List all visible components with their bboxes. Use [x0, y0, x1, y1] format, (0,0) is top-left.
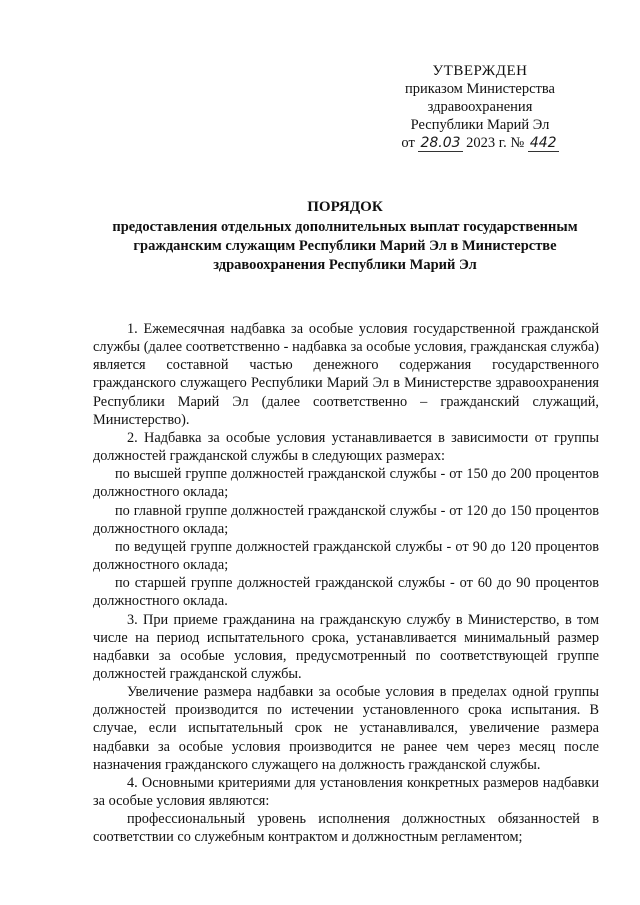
- approval-line-1: приказом Министерства: [405, 81, 555, 97]
- document-subtitle-line-2: гражданским служащим Республики Марий Эл в Министерстве: [133, 238, 557, 254]
- approval-line-2: здравоохранения: [427, 99, 533, 115]
- paragraph-2-item-highest: по высшей группе должностей гражданской службы - от 150 до 200 процентов должностного оклада;: [93, 466, 599, 501]
- paragraph-4: 4. Основными критериями для установления конкретных размеров надбавки за особые условия являются:: [93, 774, 599, 810]
- date-prefix: от: [401, 135, 415, 151]
- document-subtitle-line-1: предоставления отдельных дополнительных выплат государственным: [112, 219, 578, 235]
- paragraph-3-continued: Увеличение размера надбавки за особые условия в пределах одной группы должностей производится по истечении установленного срока испытания. В случае, если испытательный срок не устанавливался, увеличение размера надбавки за особые условия производится не ранее чем через месяц после назначения гражданского служащего на должность гражданской службы.: [93, 684, 599, 773]
- paragraph-2-item-leading: по ведущей группе должностей гражданской службы - от 90 до 120 процентов должностного оклада;: [93, 538, 599, 574]
- document-title: ПОРЯДОК: [307, 199, 383, 215]
- handwritten-number: 442: [529, 135, 557, 151]
- paragraph-2-item-senior: по старшей группе должностей гражданской службы - от 60 до 90 процентов должностного оклада.: [93, 575, 599, 610]
- approval-line-3: Республики Марий Эл: [410, 117, 550, 133]
- paragraph-1: 1. Ежемесячная надбавка за особые условия государственной гражданской службы (далее соответственно - надбавка за особые условия, гражданская служба) является составной частью денежного содержания государственного гражданского служащего Республики Марий Эл в Министерстве здравоохранения Республики Марий Эл (далее соответственно – гражданский служащий, Министерство).: [93, 321, 599, 428]
- approval-heading: УТВЕРЖДЕН: [432, 63, 528, 79]
- paragraph-4-item-professional-level: профессиональный уровень исполнения должностных обязанностей в соответствии со служебным контрактом и должностным регламентом;: [93, 811, 599, 846]
- handwritten-date: 28.03: [420, 135, 461, 151]
- document-body: [93, 320, 599, 847]
- paragraph-2: 2. Надбавка за особые условия устанавливается в зависимости от группы должностей гражданской службы в следующих размерах:: [93, 429, 599, 465]
- year-text: 2023 г. №: [466, 135, 525, 151]
- approval-stamp: [380, 62, 580, 152]
- paragraph-3: 3. При приеме гражданина на гражданскую службу в Министерство, в том числе на период испытательного срока, устанавливается минимальный размер надбавки за особые условия, предусмотренный по соответствующей группе должностей гражданской службы.: [93, 611, 599, 682]
- document-title-block: [95, 198, 595, 275]
- paragraph-2-item-main: по главной группе должностей гражданской службы - от 120 до 150 процентов должностного оклада;: [93, 502, 599, 537]
- approval-date-line: [380, 134, 580, 152]
- document-subtitle-line-3: здравоохранения Республики Марий Эл: [213, 257, 477, 273]
